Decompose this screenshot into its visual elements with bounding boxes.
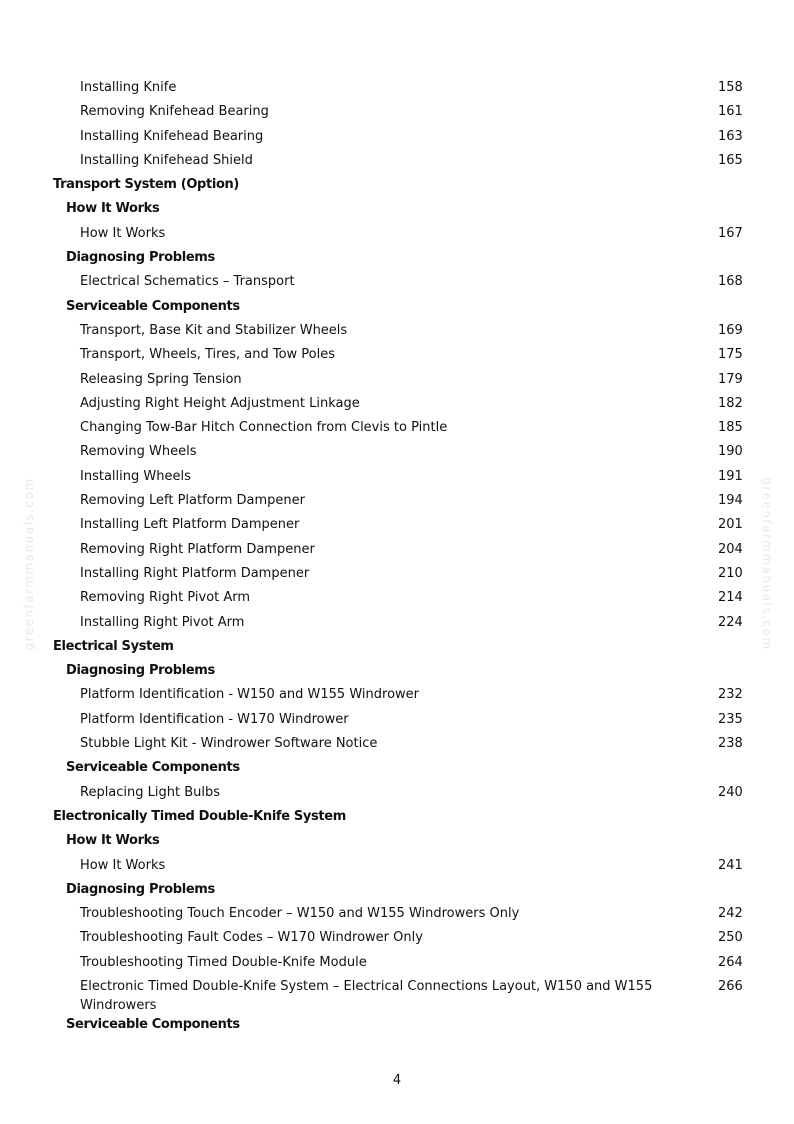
toc-entry-title: Transport, Base Kit and Stabilizer Wheels <box>80 322 348 338</box>
toc-entry-title: Troubleshooting Timed Double-Knife Module <box>80 954 367 970</box>
toc-entry-title: How It Works <box>80 225 166 241</box>
toc-entry-title: Electrical Schematics – Transport <box>80 274 295 290</box>
toc-entry-page: 232 <box>718 687 743 703</box>
toc-entry-page: 158 <box>718 80 743 95</box>
toc-entry-title: Removing Right Pivot Arm <box>80 590 251 606</box>
toc-entry-title: Installing Knifehead Shield <box>80 152 253 168</box>
toc-entry[interactable] <box>0 611 794 635</box>
toc-entry-title: Replacing Light Bulbs <box>80 784 221 800</box>
toc-entry[interactable] <box>0 319 794 343</box>
toc-entry-title: Electrical System <box>53 638 174 654</box>
toc-entry[interactable] <box>0 100 794 124</box>
toc-entry-page: 194 <box>718 493 743 509</box>
toc-entry[interactable] <box>0 222 794 246</box>
toc-entry[interactable] <box>0 586 794 610</box>
toc-entry[interactable] <box>0 368 794 392</box>
toc-entry[interactable] <box>0 343 794 367</box>
toc-entry-title: Removing Left Platform Dampener <box>80 493 306 509</box>
toc-entry-page: 224 <box>718 614 743 630</box>
toc-entry[interactable] <box>0 926 794 950</box>
toc-entry-page: 191 <box>718 468 743 484</box>
toc-entry-title: Releasing Spring Tension <box>80 371 242 387</box>
toc-entry[interactable] <box>0 465 794 489</box>
toc-entry[interactable] <box>0 270 794 294</box>
toc-entry-page: 161 <box>718 104 743 120</box>
toc-entry[interactable] <box>0 975 794 1013</box>
toc-entry-title: How It Works <box>80 857 166 873</box>
toc-entry-title: Transport System (Option) <box>53 177 240 193</box>
toc-entry[interactable] <box>0 562 794 586</box>
toc-entry-page: 169 <box>718 322 743 338</box>
watermark-right: greenfarmmanuals.com <box>760 477 774 651</box>
toc-subsection-heading <box>0 246 794 270</box>
toc-entry-page: 264 <box>718 954 743 970</box>
toc-entry-page: 242 <box>718 906 743 922</box>
toc-entry-title: Installing Wheels <box>80 468 191 484</box>
toc-entry-page: 235 <box>718 711 743 727</box>
toc-entry-title: Installing Knifehead Bearing <box>80 128 264 144</box>
toc-subsection-heading <box>0 197 794 221</box>
toc-entry[interactable] <box>0 683 794 707</box>
toc-entry-page: 182 <box>718 395 743 411</box>
toc-entry-page: 238 <box>718 736 743 752</box>
toc-entry[interactable] <box>0 902 794 926</box>
toc-entry-title: Platform Identification - W150 and W155 Windrower <box>80 687 419 703</box>
toc-entry-page: 179 <box>718 371 743 387</box>
toc-subsection-heading <box>0 659 794 683</box>
toc-entry[interactable] <box>0 732 794 756</box>
toc-entry-title: Platform Identification - W170 Windrower <box>80 711 349 727</box>
toc-subsection-heading <box>0 1013 794 1037</box>
toc-entry-title: Stubble Light Kit - Windrower Software Notice <box>80 736 378 752</box>
toc-entry-title: Installing Right Pivot Arm <box>80 614 245 630</box>
toc-entry[interactable] <box>0 538 794 562</box>
toc-entry-title: Changing Tow-Bar Hitch Connection from Clevis to Pintle <box>80 420 448 436</box>
toc-entry-title: Installing Right Platform Dampener <box>80 565 310 581</box>
toc-section-heading <box>0 805 794 829</box>
toc-entry[interactable] <box>0 489 794 513</box>
toc-entry-title: Adjusting Right Height Adjustment Linkage <box>80 395 360 411</box>
toc-entry-page: 175 <box>718 347 743 363</box>
toc-entry-page: 163 <box>718 128 743 144</box>
toc-entry-page: 167 <box>718 225 743 241</box>
table-of-contents <box>0 76 794 1037</box>
toc-entry-page: 168 <box>718 274 743 290</box>
toc-subsection-heading <box>0 295 794 319</box>
toc-subsection-heading <box>0 878 794 902</box>
toc-entry-title: Transport, Wheels, Tires, and Tow Poles <box>80 347 336 363</box>
toc-entry-page: 185 <box>718 420 743 436</box>
toc-entry-title: Diagnosing Problems <box>66 881 215 897</box>
toc-entry-title: Removing Wheels <box>80 444 197 460</box>
toc-entry-title: Removing Right Platform Dampener <box>80 541 315 557</box>
toc-entry[interactable] <box>0 76 794 100</box>
toc-subsection-heading <box>0 756 794 780</box>
toc-entry-page: 266 <box>718 978 743 994</box>
toc-entry-title: Serviceable Components <box>66 760 240 776</box>
toc-entry-title: Troubleshooting Touch Encoder – W150 and W155 Windrowers Only <box>80 906 520 922</box>
toc-entry-page: 210 <box>718 565 743 581</box>
toc-entry[interactable] <box>0 781 794 805</box>
toc-entry-page: 165 <box>718 152 743 168</box>
toc-entry-title: Serviceable Components <box>66 298 240 314</box>
toc-entry-title: Installing Left Platform Dampener <box>80 517 300 533</box>
toc-entry-title: Diagnosing Problems <box>66 663 215 679</box>
toc-entry-title: Installing Knife <box>80 80 177 95</box>
toc-entry-title: Electronic Timed Double-Knife System – Electrical Connections Layout, W150 and W155 Windrowers <box>80 978 653 1013</box>
toc-entry-page: 250 <box>718 930 743 946</box>
toc-entry-page: 201 <box>718 517 743 533</box>
toc-entry-title: Removing Knifehead Bearing <box>80 104 269 120</box>
toc-subsection-heading <box>0 829 794 853</box>
toc-section-heading <box>0 173 794 197</box>
toc-entry-title: Diagnosing Problems <box>66 250 215 266</box>
toc-entry-page: 240 <box>718 784 743 800</box>
toc-entry-page: 214 <box>718 590 743 606</box>
toc-entry[interactable] <box>0 392 794 416</box>
toc-entry[interactable] <box>0 416 794 440</box>
toc-entry-title: How It Works <box>66 201 160 217</box>
toc-entry-title: How It Works <box>66 833 160 849</box>
toc-entry-title: Electronically Timed Double-Knife System <box>53 808 346 824</box>
toc-entry-page: 190 <box>718 444 743 460</box>
toc-entry-title: Serviceable Components <box>66 1016 240 1032</box>
toc-entry[interactable] <box>0 440 794 464</box>
page-number: 4 <box>392 1073 402 1088</box>
toc-entry-page: 241 <box>718 857 743 873</box>
toc-entry[interactable] <box>0 513 794 537</box>
watermark-left: greenfarmmanuals.com <box>22 477 36 651</box>
toc-entry-page: 204 <box>718 541 743 557</box>
toc-entry[interactable] <box>0 708 794 732</box>
toc-entry[interactable] <box>0 854 794 878</box>
toc-entry[interactable] <box>0 125 794 149</box>
toc-entry[interactable] <box>0 951 794 975</box>
toc-section-heading <box>0 635 794 659</box>
toc-entry[interactable] <box>0 149 794 173</box>
toc-entry-title: Troubleshooting Fault Codes – W170 Windrower Only <box>80 930 423 946</box>
